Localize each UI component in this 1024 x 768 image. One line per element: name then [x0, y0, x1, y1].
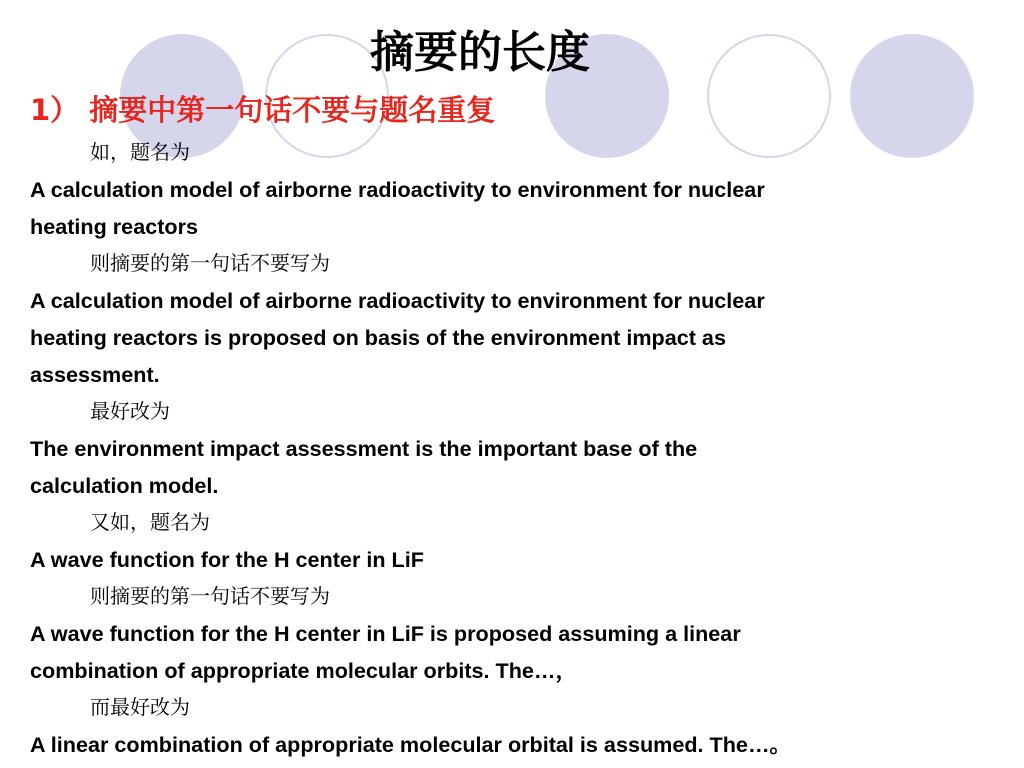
- body-line-en: combination of appropriate molecular orbits. The…，: [30, 658, 578, 683]
- body-line-zh: 而最好改为: [90, 695, 190, 719]
- body-line-zh: 则摘要的第一句话不要写为: [90, 251, 330, 275]
- body-line-en: The environment impact assessment is the important base of the: [30, 436, 698, 461]
- body-line-en: A linear combination of appropriate molecular orbital is assumed. The…。: [30, 732, 792, 757]
- body-line-en: assessment.: [30, 362, 160, 387]
- body-line-en: A wave function for the H center in LiF: [30, 547, 424, 572]
- body-line-en: heating reactors: [30, 214, 199, 239]
- body-line-zh: 则摘要的第一句话不要写为: [90, 584, 330, 608]
- body-line-en: heating reactors is proposed on basis of the environment impact as: [30, 325, 726, 350]
- section-heading: 1） 摘要中第一句话不要与题名重复: [30, 93, 496, 127]
- body-line-en: A calculation model of airborne radioactivity to environment for nuclear: [30, 288, 765, 313]
- body-line-en: A calculation model of airborne radioactivity to environment for nuclear: [30, 177, 765, 202]
- body-line-en: calculation model.: [30, 473, 219, 498]
- body-line-zh: 最好改为: [90, 399, 170, 423]
- body-line-zh: 又如，题名为: [90, 510, 210, 534]
- slide-title: 摘要的长度: [370, 27, 590, 78]
- body-line-en: A wave function for the H center in LiF is proposed assuming a linear: [30, 621, 741, 646]
- body-line-zh: 如，题名为: [90, 140, 190, 164]
